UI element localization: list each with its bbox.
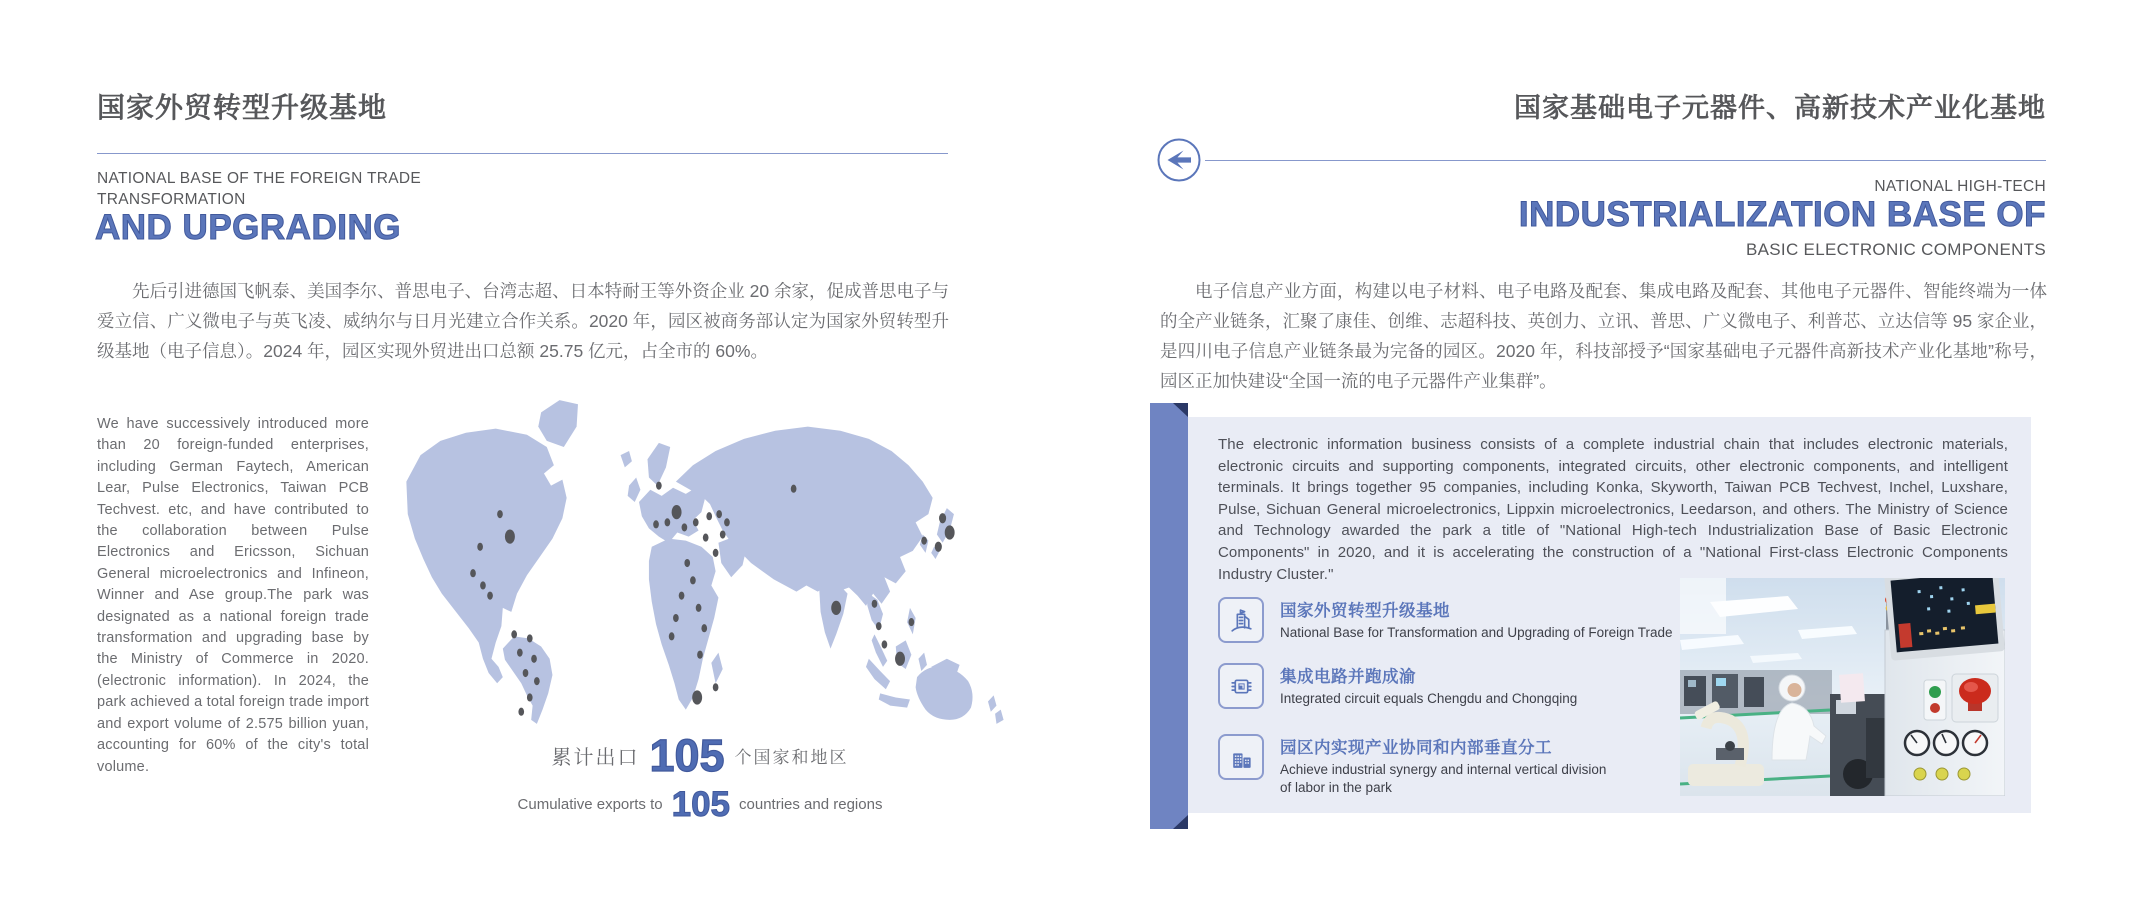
stat-suffix-zh: 个国家和地区 [734, 748, 849, 767]
subtitle-highlight: INDUSTRIALIZATION BASE OF [1518, 195, 2046, 234]
trade-building-icon [1218, 597, 1264, 643]
feature-title-zh: 园区内实现产业协同和内部垂直分工 [1280, 739, 1552, 757]
feature-item-integrated-circuit [1218, 663, 1710, 709]
stat-prefix-en: Cumulative exports to [517, 796, 663, 813]
stat-value: 105 [649, 730, 725, 781]
feature-item-industrial-synergy [1218, 734, 1610, 796]
world-map [395, 392, 1005, 728]
title-divider [1205, 160, 2046, 161]
subtitle-line-1: NATIONAL BASE OF THE FOREIGN TRADE [97, 170, 421, 187]
chip-icon [1218, 663, 1264, 709]
buildings-icon [1218, 734, 1264, 780]
stat-suffix-en: countries and regions [739, 796, 883, 813]
feature-title-zh: 集成电路并跑成渝 [1280, 668, 1416, 686]
info-panel [1188, 417, 2031, 813]
feature-subtitle-en: National Base for Transformation and Upgrading of Foreign Trade [1280, 625, 1673, 640]
panel-paragraph-en: The electronic information business consists of a complete industrial chain that includes electronic materials, electronic circuits and supporting components, integrated circuits, other electronic components, and intelligent terminals. It brings together 95 companies, including Konka, Skyworth, Taiwan PCB Techvest, Inchel, Luxshare, Pulse, Sichuan General microelectronics, Lippxin microelectronics, Leedarson, and others. The Ministry of Science and Technology awarded the park a title of "National High-tech Industrialization Base of Basic Electronic Components" in 2020, and it is accelerating the construction of a "National First-class Electronic Components Industry Cluster." [1218, 436, 2008, 583]
export-stats [395, 730, 1005, 824]
page-title-zh: 国家基础电子元器件、高新技术产业化基地 [1514, 93, 2046, 123]
page-subtitle-en: NATIONAL HIGH-TECH [1874, 178, 2046, 195]
feature-item-foreign-trade [1218, 597, 1710, 643]
page-title-zh: 国家外贸转型升级基地 [97, 92, 388, 123]
subtitle-line-2: BASIC ELECTRONIC COMPONENTS [1746, 240, 2046, 259]
page-subtitle-en [97, 168, 421, 210]
body-paragraph-zh: 先后引进德国飞帆泰、美国李尔、普思电子、台湾志超、日本特耐王等外资企业 20 余家，促成普思电子与爱立信、广义微电子与英飞凌、威纳尔与日月光建立合作关系。2020 年，园区被商务部认定为国家外贸转型升级基地（电子信息）。2024 年，园区实现外贸进出口总额 25.75 亿元，占全市的 60%。 [97, 281, 949, 361]
feature-subtitle-en: Achieve industrial synergy and internal vertical division of labor in the park [1280, 762, 1607, 795]
cleanroom-factory-photo [1680, 578, 2005, 796]
body-paragraph-zh: 电子信息产业方面，构建以电子材料、电子电路及配套、集成电路及配套、其他电子元器件、智能终端为一体的全产业链条，汇聚了康佳、创维、志超科技、英创力、立讯、普思、广义微电子、利普芯、立达信等 95 家企业，是四川电子信息产业链条最为完备的园区。2020 年，科技部授予“国家基础电子元器件高新技术产业化基地”称号，园区正加快建设“全国一流的电子元器件产业集群”。 [1160, 281, 2047, 391]
stat-value-en: 105 [671, 785, 731, 824]
stat-line-en [395, 787, 1005, 822]
stat-prefix-zh: 累计出口 [551, 747, 640, 769]
subtitle-line-2: TRANSFORMATION [97, 191, 246, 208]
body-paragraph-en: We have successively introduced more than 20 foreign-funded enterprises, including German Faytech, American Lear, Pulse Electronics, Taiwan PCB Techvest. etc, and have contributed to the collaboration between Pulse Electronics and Ericsson, Sichuan General microelectronics and Infineon, Winner and Ase group.The park was designated as a national foreign trade transformation and upgrading base by the Ministry of Commerce in 2020. (electronic information). In 2024, the park achieved a total foreign trade import and export volume of 2.575 billion yuan, accounting for 60% of the city's total volume. [97, 416, 369, 775]
title-divider [97, 153, 948, 154]
panel-ribbon [1150, 403, 1188, 829]
world-map-continents [406, 400, 1003, 724]
stat-line-zh [395, 730, 1005, 781]
feature-subtitle-en: Integrated circuit equals Chengdu and Chongqing [1280, 691, 1578, 706]
subtitle-highlight: AND UPGRADING [95, 208, 401, 247]
feature-title-zh: 国家外贸转型升级基地 [1280, 602, 1450, 620]
